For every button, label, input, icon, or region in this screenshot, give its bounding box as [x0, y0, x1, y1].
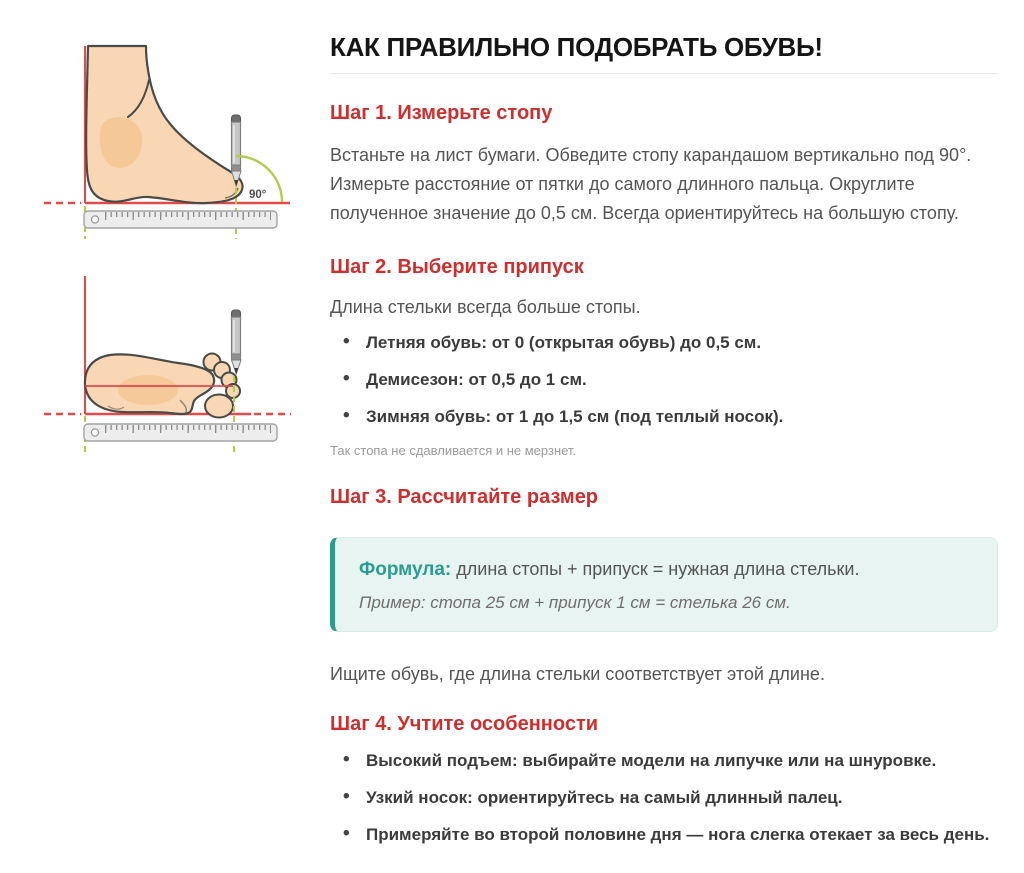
step-2-lead: Длина стельки всегда больше стопы. [330, 297, 641, 318]
step-1-heading: Шаг 1. Измерьте стопу [330, 102, 553, 125]
foot-top-illustration-svg [28, 268, 320, 480]
step-3-after-text: Ищите обувь, где длина стельки соответствует этой длине. [330, 664, 825, 685]
step-2-heading: Шаг 2. Выберите припуск [330, 256, 584, 279]
angle-arc [236, 156, 282, 202]
pencil-icon [232, 310, 242, 374]
step-4-heading: Шаг 4. Учтите особенности [330, 713, 599, 736]
ruler-icon [84, 211, 277, 228]
list-item: • Летняя обувь: от 0 (открытая обувь) до 0,5 см. [330, 332, 998, 353]
foot-side-drawing [86, 46, 242, 203]
list-item: • Примеряйте во второй половине дня — нога слегка отекает за весь день. [330, 824, 998, 845]
step-2-note: Так стопа не сдавливается и не мерзнет. [330, 443, 577, 459]
formula-example: Пример: стопа 25 см + припуск 1 см = стелька 26 см. [359, 593, 791, 613]
formula-text: длина стопы + припуск = нужная длина стельки. [456, 559, 860, 580]
foot-top-measurement-illustration [28, 268, 320, 480]
ruler-icon [84, 424, 277, 441]
step-3-heading: Шаг 3. Рассчитайте размер [330, 486, 599, 509]
step-2-bullet-list [330, 332, 998, 427]
list-item: • Зимняя обувь: от 1 до 1,5 см (под теплый носок). [330, 406, 998, 427]
list-item: • Узкий носок: ориентируйтесь на самый длинный палец. [330, 787, 998, 808]
angle-label: 90° [249, 189, 267, 201]
foot-side-illustration-svg [28, 18, 320, 250]
page-title: КАК ПРАВИЛЬНО ПОДОБРАТЬ ОБУВЬ! [330, 32, 823, 62]
article-content [330, 0, 998, 861]
foot-side-measurement-illustration [28, 18, 320, 250]
foot-top-drawing [85, 354, 240, 418]
pencil-icon [232, 115, 242, 186]
formula-label: Формула: [359, 559, 452, 581]
list-item: • Высокий подъем: выбирайте модели на липучке или на шнуровке. [330, 750, 998, 771]
step-1-paragraph: Встаньте на лист бумаги. Обведите стопу карандашом вертикально под 90°. Измерьте расстояние от пятки до самого длинного пальца. Округлите полученное значение до 0,5 см. Всегда ориентируйтесь на большую стопу. [330, 145, 972, 224]
list-item: • Демисезон: от 0,5 до 1 см. [330, 369, 998, 390]
formula-line [359, 555, 973, 584]
formula-callout [330, 537, 998, 632]
title-divider [330, 73, 998, 74]
step-4-bullet-list [330, 750, 998, 845]
